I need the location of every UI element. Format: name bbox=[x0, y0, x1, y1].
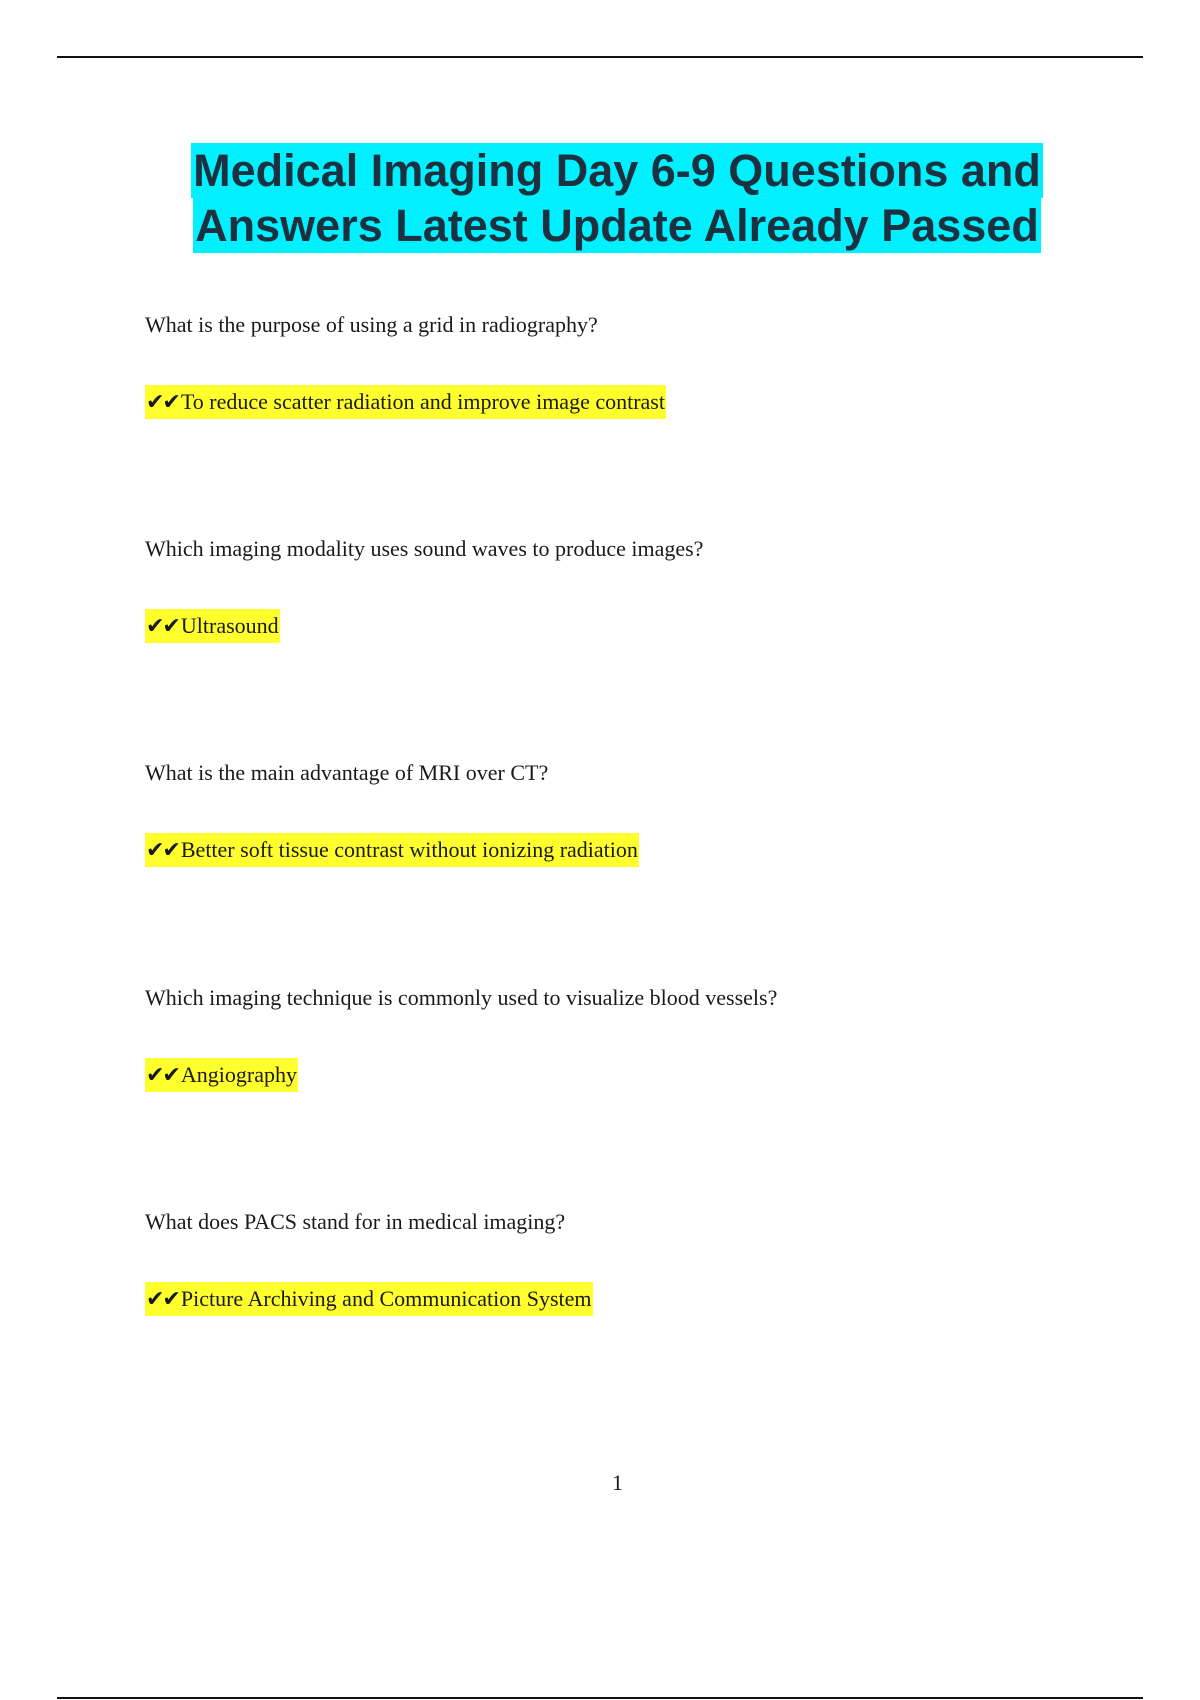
qa-item-4 bbox=[145, 983, 1105, 1088]
title-line-1: Medical Imaging Day 6-9 Questions and bbox=[193, 145, 1041, 196]
question-text: Which imaging technique is commonly used to visualize blood vessels? bbox=[145, 985, 778, 1010]
answer-label: To reduce scatter radiation and improve image contrast bbox=[180, 389, 665, 414]
header-rule bbox=[57, 56, 1143, 58]
answer-text bbox=[145, 385, 666, 419]
answer-label: Ultrasound bbox=[180, 613, 279, 638]
double-check-icon: ✔✔ bbox=[146, 838, 179, 863]
answer-text bbox=[145, 833, 639, 867]
answer-text bbox=[145, 1282, 593, 1316]
answer-label: Better soft tissue contrast without ionizing radiation bbox=[180, 837, 638, 862]
document-title bbox=[160, 143, 1074, 253]
qa-item-1 bbox=[145, 310, 1105, 415]
footer-rule bbox=[57, 1697, 1143, 1699]
question-text: What is the purpose of using a grid in radiography? bbox=[145, 312, 598, 337]
answer-label: Angiography bbox=[180, 1062, 297, 1087]
double-check-icon: ✔✔ bbox=[146, 1063, 179, 1088]
page-number: 1 bbox=[612, 1470, 623, 1495]
answer-text bbox=[145, 1058, 298, 1092]
double-check-icon: ✔✔ bbox=[146, 614, 179, 639]
question-text: What does PACS stand for in medical imaging? bbox=[145, 1209, 566, 1234]
question-text: What is the main advantage of MRI over CT? bbox=[145, 760, 549, 785]
title-line-2: Answers Latest Update Already Passed bbox=[195, 200, 1039, 251]
answer-label: Picture Archiving and Communication System bbox=[180, 1286, 592, 1311]
qa-item-3 bbox=[145, 758, 1105, 863]
double-check-icon: ✔✔ bbox=[146, 1287, 179, 1312]
answer-text bbox=[145, 609, 280, 643]
double-check-icon: ✔✔ bbox=[146, 390, 179, 415]
qa-item-2 bbox=[145, 534, 1105, 639]
qa-item-5 bbox=[145, 1207, 1105, 1312]
question-text: Which imaging modality uses sound waves to produce images? bbox=[145, 536, 704, 561]
